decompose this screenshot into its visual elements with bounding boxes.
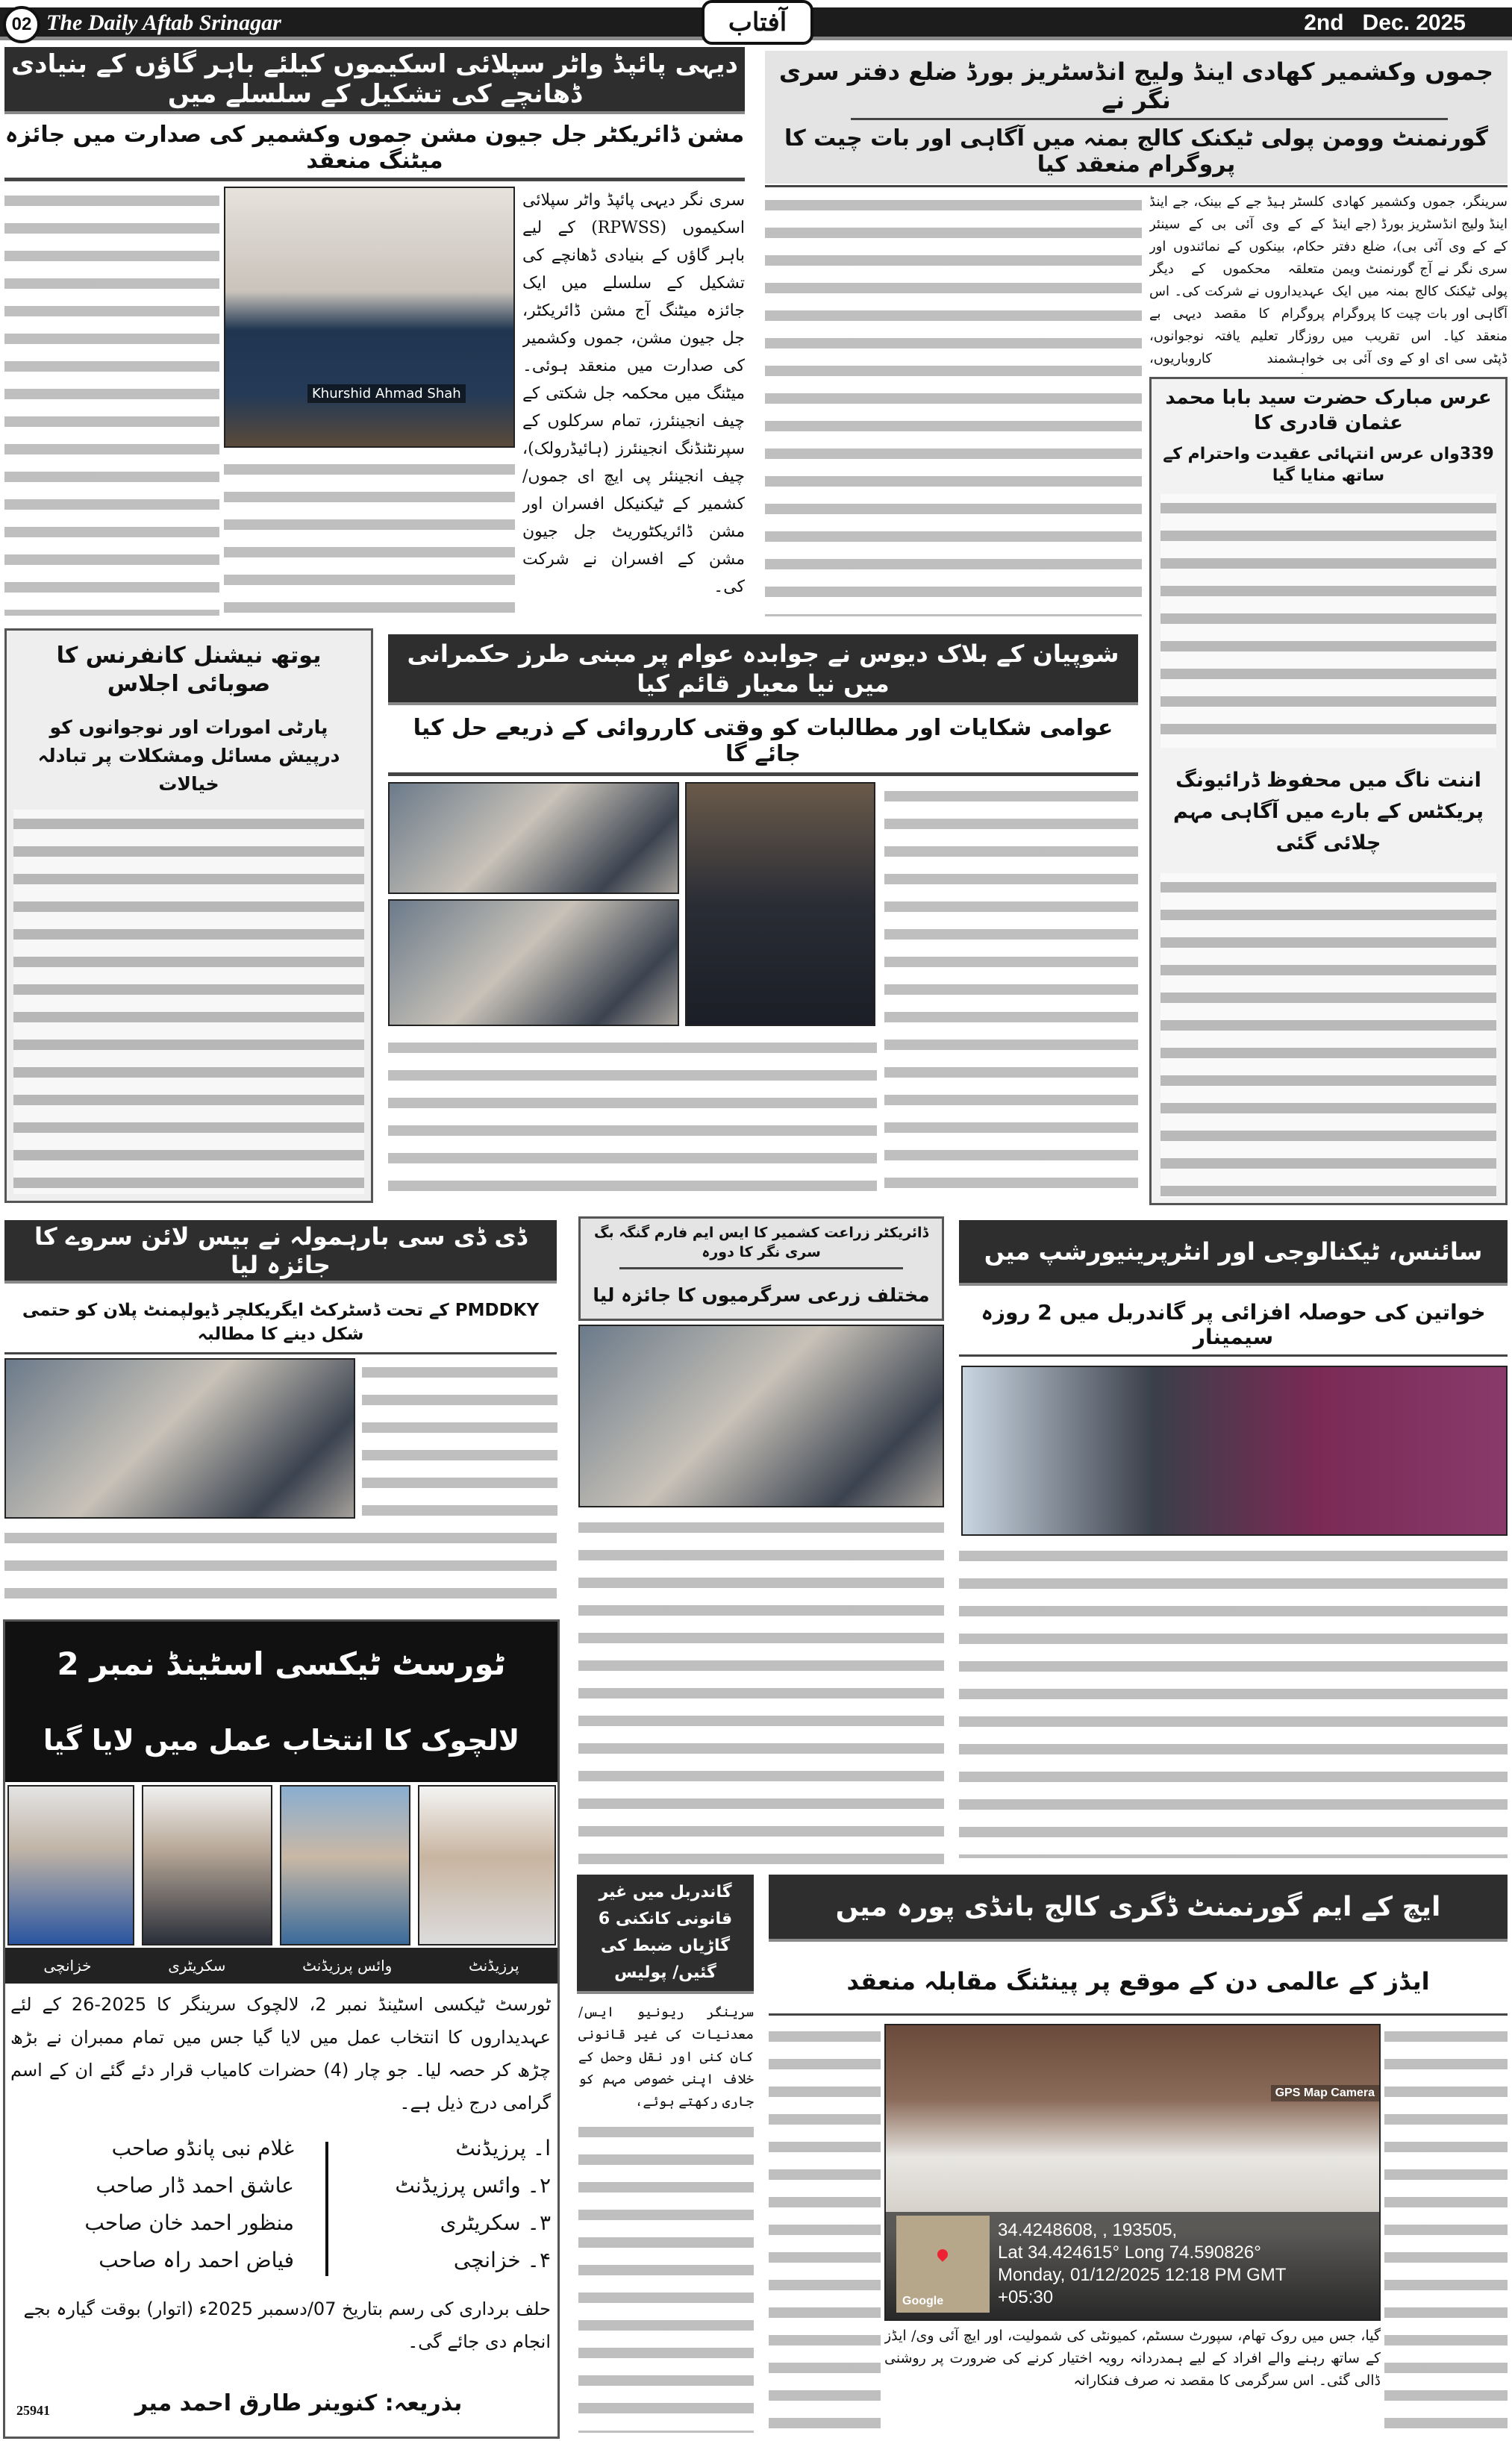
a4-subhead: پارٹی امورات اور نوجوانوں کو درپیش مسائل ومشکلات پر تبادلہ خیالات — [37, 716, 340, 795]
a7-text — [362, 1358, 557, 1519]
divider — [851, 118, 1448, 120]
a5-photo-speaker — [685, 782, 875, 1026]
a9-headline: سائنس، ٹیکنالوجی اور انٹرپرینیورشپ میں — [959, 1220, 1508, 1286]
a3-text — [1160, 494, 1496, 748]
divider — [4, 1352, 557, 1354]
a11-text — [1384, 2022, 1508, 2433]
a1-photo — [224, 187, 515, 448]
a2-body-col1: سرینگر، جموں وکشمیر کھادی اینڈ ولیج انڈسٹریز بورڈ (جے اینڈ کے کے وی آئی بی)، ضلع دفتر سری نگر نے آج گورنمنٹ ویمن پولی ٹیکنک کالج بمنہ میں ایک آگاہی اور بات چیت کا پروگرام منعقد کیا۔ اس تقریب میں ڈپٹی سی ای او کے وی آئی بی — [1332, 194, 1508, 366]
officer-name: عاشق احمد ڈار صاحب — [96, 2173, 294, 2198]
a7-text — [4, 1524, 557, 1612]
a1-text-col — [224, 455, 515, 616]
a10-headline: گاندربل میں غیر قانونی کانکنی 6 گاڑیاں ضبط کی گئیں/ پولیس — [577, 1875, 754, 1994]
a8-subhead: مختلف زرعی سرگرمیوں کا جائزہ لیا — [593, 1284, 930, 1306]
map-pin-icon — [935, 2247, 950, 2262]
a3-subhead: 339واں عرس انتہائی عقیدت واحترام کے ساتھ منایا گیا — [1163, 445, 1494, 485]
gps-line: Lat 34.424615° Long 74.590826° — [998, 2242, 1261, 2263]
role-treasurer: خزانچی — [43, 1957, 92, 1975]
a4-headline: یوتھ نیشنل کانفرنس کا صوبائی اجلاس — [56, 642, 322, 697]
divider — [765, 185, 1508, 187]
a5-headline: شوپیان کے بلاک دیوس نے جوابدہ عوام پر مبنی طرز حکمرانی میں نیا معیار قائم کیا — [388, 634, 1138, 705]
ad-intro: ٹورسٹ ٹیکسی اسٹینڈ نمبر 2، لالچوک سرینگر کا 2025-26 کے لئے عہدیداروں کا انتخاب عمل میں لایا گیا جس میں تمام ممبران نے بڑھ چڑھ کر حصہ لیا۔ جو چار (4) حضرات کامیاب قرار دئے گئے ان کے اسم گرامی درج ذیل ہے۔ — [10, 1994, 551, 2113]
officer-name: فیاض احمد راہ صاحب — [99, 2248, 294, 2272]
gps-map-thumbnail — [896, 2216, 990, 2313]
a9-photo — [961, 1366, 1508, 1536]
gps-app-badge: GPS Map Camera — [1271, 2085, 1379, 2101]
ad-title-line1: ٹورسٹ ٹیکسی اسٹینڈ نمبر 2 — [57, 1645, 506, 1682]
divider — [619, 1267, 903, 1269]
ad-title-line2: لالچوک کا انتخاب عمل میں لایا گیا — [43, 1724, 520, 1757]
a2-text-cols — [765, 191, 1142, 616]
role-vice-president: وائس پرزیڈنٹ — [302, 1957, 393, 1975]
a8-photo — [578, 1325, 944, 1507]
officer-post: ۲۔ وائس پرزیڈنٹ — [395, 2173, 551, 2198]
page-number: 02 — [3, 6, 40, 43]
paper-name: The Daily Aftab Srinagar — [46, 10, 281, 35]
a1-body: سری نگر دیہی پائپڈ واٹر سپلائی اسکیموں (RPWSS) کے لیے باہر گاؤں کے بنیادی ڈھانچے کی تشکیل کے سلسلے میں ایک جائزہ میٹنگ آج مشن ڈائریکٹر، جل جیون مشن، جموں وکشمیر کی صدارت میں منعقد ہوئی۔ میٹنگ میں محکمہ جل شکتی کے چیف انجینئرز، تمام سرکلوں کے سپرنٹنڈنگ انجینئرز (ہائیڈرولک)، چیف انجینئر پی ایچ ای جموں/کشمیر کے ٹیکنیکل افسران اور مشن ڈائریکٹوریٹ جل جیون مشن کے افسران نے شرکت کی۔ — [522, 191, 745, 596]
a11-subhead: ایڈز کے عالمی دن کے موقع پر پینٹنگ مقابلہ منعقد — [846, 1967, 1430, 1995]
a4-text — [13, 810, 364, 1194]
a7-photo — [4, 1358, 355, 1519]
a5-photo-group1 — [388, 782, 679, 894]
gps-text — [998, 2219, 1286, 2309]
divider — [959, 1354, 1508, 1357]
a10-body: سرینگر ریونیو ایس/ معدنیات کی غیر قانونی کان کنی اور نقل وحمل کے خلاف اپنی خصوصی مہم کو جاری رکھتے ہوئے، — [578, 2004, 754, 2110]
a1-text-col — [4, 187, 219, 616]
a8-headline: ڈائریکٹر زراعت کشمیر کا ایس ایم فارم گنگہ بگ سری نگر کا دورہ — [593, 1225, 929, 1260]
a1-photo-caption: Khurshid Ahmad Shah — [307, 384, 466, 403]
ad-photo-secretary — [142, 1785, 272, 1945]
role-secretary: سکریٹری — [168, 1957, 226, 1975]
divider — [769, 2013, 1508, 2016]
a10-text — [578, 2118, 754, 2433]
ad-photo-treasurer — [7, 1785, 134, 1945]
a11-body: گیا، جس میں روک تھام، سپورٹ سسٹم، کمیونٹی کی شمولیت، اور ایچ آئی وی/ ایڈز کے ساتھ رہنے والے افراد کے لیے ہمدردانہ رویہ اختیار کرنے کی ضرورت پر روشنی ڈالی گئی۔ اس سرگرمی کا مقصد نہ صرف فنکارانہ — [884, 2328, 1381, 2389]
officer-name: منظور احمد خان صاحب — [84, 2210, 294, 2235]
a5-text — [388, 1034, 877, 1200]
ad-signature: بذریعہ: کنوینر طارق احمد میر — [134, 2390, 463, 2416]
a1-headline: دیہی پائپڈ واٹر سپلائی اسکیموں کیلئے باہر گاؤں کے بنیادی ڈھانچے کی تشکیل کے سلسلے میں — [4, 47, 745, 114]
a9-subhead: خواتین کی حوصلہ افزائی پر گاندربل میں 2 روزہ سیمینار — [981, 1300, 1486, 1349]
a3-headline: عرس مبارک حضرت سید بابا محمد عثمان قادری کا — [1165, 387, 1492, 434]
a11-photo — [884, 2024, 1381, 2321]
ad-photo-vice-president — [280, 1785, 410, 1945]
a2-body-col2: کلسٹر ہیڈ جے کے بینک، جے اینڈ کے کے وی آئی بی کے سینئر حکام، بینکوں کے نمائندوں اور متعلقہ محکموں کے دیگر عہدیداروں نے شرکت کی۔ اس پروگرام کا مقصد دیہی بے روزگار تعلیم یافتہ نوجوانوں، خواہشمند کاروباریوں، — [1149, 194, 1325, 366]
gps-line: +05:30 — [998, 2287, 1054, 2307]
logo: آفتاب — [702, 0, 813, 45]
ad-list-divider — [325, 2142, 328, 2276]
a11-text — [769, 2022, 881, 2433]
a2-headline: جموں وکشمیر کھادی اینڈ ولیج انڈسٹریز بورڈ ضلع دفتر سری نگر نے — [778, 57, 1494, 114]
ad-officers — [10, 2136, 551, 2285]
officer-post: ۳۔ سکریٹری — [440, 2210, 551, 2235]
ad-roles-bar — [5, 1948, 557, 1984]
ad-number: 25941 — [16, 2403, 50, 2418]
a6-headline: اننت ناگ میں محفوظ ڈرائیونگ پریکٹس کے بارے میں آگاہی مہم چلائی گئی — [1172, 768, 1484, 854]
officer-post: ۴۔ خزانچی — [453, 2248, 551, 2272]
divider — [4, 178, 745, 181]
a5-subhead: عوامی شکایات اور مطالبات کو وقتی کارروائی کے ذریعے حل کیا جائے گا — [413, 714, 1113, 767]
gps-line: 34.4248608, , 193505, — [998, 2220, 1178, 2240]
a7-headline: ڈی ڈی سی بارہمولہ نے بیس لائن سروے کا جائزہ لیا — [4, 1220, 557, 1284]
a5-text — [884, 782, 1138, 1200]
officer-name: غلام نبی پانڈو صاحب — [111, 2136, 294, 2160]
a7-subhead: PMDDKY کے تحت ڈسٹرکٹ ایگریکلچر ڈیولپمنٹ پلان کو حتمی شکل دینے کا مطالبہ — [22, 1301, 540, 1344]
issue-date: 2nd Dec. 2025 — [1304, 10, 1466, 35]
a9-text — [959, 1542, 1508, 1858]
map-label: Google — [902, 2295, 944, 2307]
role-president: پرزیڈنٹ — [469, 1957, 519, 1975]
a2-subhead: گورنمنٹ وومن پولی ٹیکنک کالج بمنہ میں آگاہی اور بات چیت کا پروگرام منعقد کیا — [784, 125, 1489, 178]
a5-photo-group2 — [388, 899, 679, 1026]
ad-photo-president — [418, 1785, 556, 1945]
a6-text — [1160, 873, 1496, 1198]
a8-text — [578, 1513, 944, 1864]
a1-subhead: مشن ڈائریکٹر جل جیون مشن جموں وکشمیر کی صدارت میں جائزہ میٹنگ منعقد — [4, 121, 745, 174]
a11-headline: ایچ کے ایم گورنمنٹ ڈگری کالج بانڈی پورہ میں — [769, 1875, 1508, 1942]
divider — [388, 772, 1138, 776]
officer-post: ا۔ پرزیڈنٹ — [455, 2136, 551, 2160]
gps-line: Monday, 01/12/2025 12:18 PM GMT — [998, 2265, 1287, 2285]
ad-oath: حلف برداری کی رسم بتاریخ 07/دسمبر 2025ء (اتوار) بوقت گیارہ بجے انجام دی جائے گی۔ — [23, 2298, 551, 2352]
